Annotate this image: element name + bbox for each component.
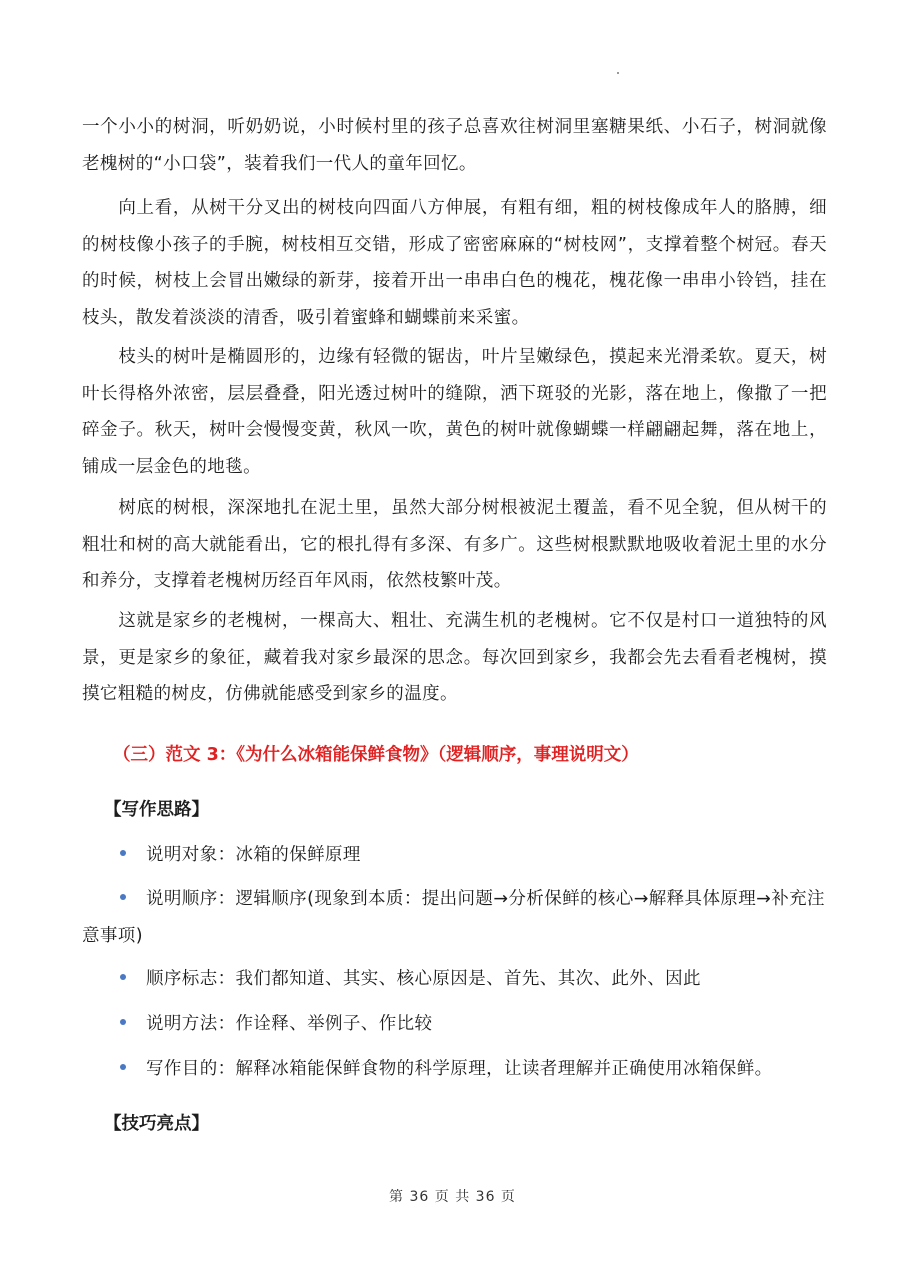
bullet-dot-icon xyxy=(120,850,126,856)
paragraph-conclusion: 这就是家乡的老槐树，一棵高大、粗壮、充满生机的老槐树。它不仅是村口一道独特的风景，更是家乡的象征，藏着我对家乡最深的思念。每次回到家乡，我都会先去看看老槐树，摸摸它粗糙的树皮，仿佛就能感受到家乡的温度。 xyxy=(82,611,827,704)
section-title: （三）范文 3：《为什么冰箱能保鲜食物》（逻辑顺序，事理说明文） xyxy=(113,745,639,765)
writing-ideas-heading: 【写作思路】 xyxy=(104,800,209,820)
bullet-text: 说明顺序：逻辑顺序(现象到本质：提出问题→分析保鲜的核心→解释具体原理→补充注意事项) xyxy=(82,889,825,946)
bullet-dot-icon xyxy=(120,894,126,900)
bullet-dot-icon xyxy=(120,1019,126,1025)
bullet-item xyxy=(82,1006,827,1043)
bullet-text: 说明对象：冰箱的保鲜原理 xyxy=(146,845,361,865)
bullet-dot-icon xyxy=(120,1064,126,1070)
bullet-text: 说明方法：作诠释、举例子、作比较 xyxy=(146,1014,433,1034)
paragraph-tree-hole: 一个小小的树洞，听奶奶说，小时候村里的孩子总喜欢往树洞里塞糖果纸、小石子，树洞就像老槐树的“小口袋”，装着我们一代人的童年回忆。 xyxy=(82,117,827,174)
bullet-item xyxy=(82,881,827,954)
bullet-item xyxy=(82,961,827,998)
bullet-text: 顺序标志：我们都知道、其实、核心原因是、首先、其次、此外、因此 xyxy=(146,969,701,989)
paragraph-leaves: 枝头的树叶是椭圆形的，边缘有轻微的锯齿，叶片呈嫩绿色，摸起来光滑柔软。夏天，树叶长得格外浓密，层层叠叠，阳光透过树叶的缝隙，洒下斑驳的光影，落在地上，像撒了一把碎金子。秋天，树叶会慢慢变黄，秋风一吹，黄色的树叶就像蝴蝶一样翩翩起舞，落在地上，铺成一层金色的地毯。 xyxy=(82,347,827,477)
bullet-item xyxy=(82,1051,827,1088)
bullet-dot-icon xyxy=(120,974,126,980)
bullet-item xyxy=(82,837,827,874)
bullet-text: 写作目的：解释冰箱能保鲜食物的科学原理，让读者理解并正确使用冰箱保鲜。 xyxy=(146,1059,773,1079)
skills-heading: 【技巧亮点】 xyxy=(104,1114,209,1134)
paragraph-branches: 向上看，从树干分叉出的树枝向四面八方伸展，有粗有细，粗的树枝像成年人的胳膊，细的树枝像小孩子的手腕，树枝相互交错，形成了密密麻麻的“树枝网”，支撑着整个树冠。春天的时候，树枝上会冒出嫩绿的新芽，接着开出一串串白色的槐花，槐花像一串串小铃铛，挂在枝头，散发着淡淡的清香，吸引着蜜蜂和蝴蝶前来采蜜。 xyxy=(82,198,827,328)
scan-speck xyxy=(617,72,619,74)
paragraph-roots: 树底的树根，深深地扎在泥土里，虽然大部分树根被泥土覆盖，看不见全貌，但从树干的粗壮和树的高大就能看出，它的根扎得有多深、有多广。这些树根默默地吸收着泥土里的水分和养分，支撑着老槐树历经百年风雨，依然枝繁叶茂。 xyxy=(82,498,827,591)
page-footer: 第 36 页 共 36 页 xyxy=(389,1189,516,1205)
